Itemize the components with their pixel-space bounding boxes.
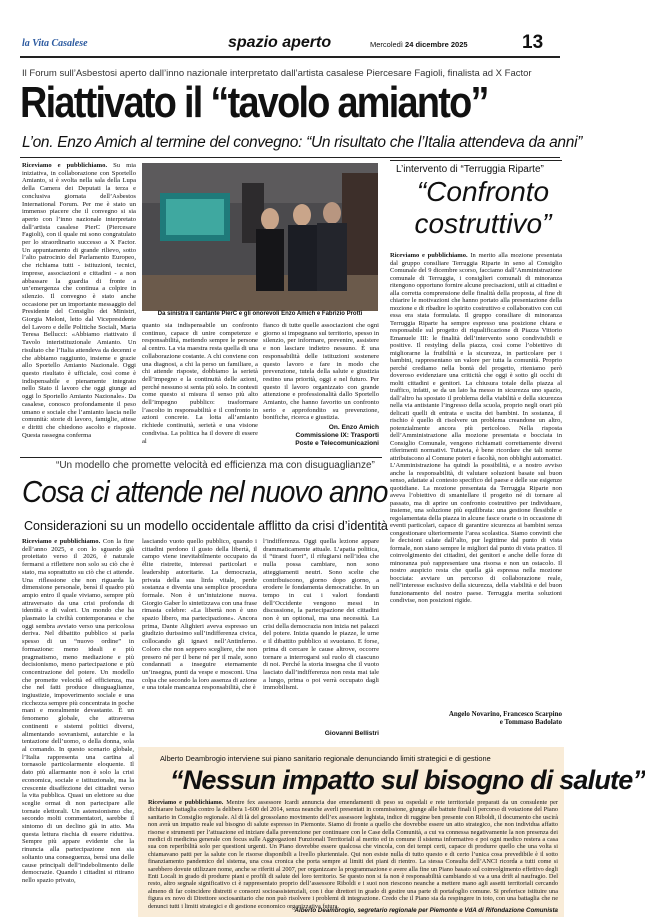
article3-subhead: Considerazioni su un modello occidentale afflitto da crisi d’identità bbox=[24, 519, 388, 533]
article1-col3-text: fianco di tutte quelle associazioni che ogni giorno si impegnano sul territorio, spesso in silenzio, per informare, prevenire, assistere e non lasciare indietro nessuno. È una responsabilità delle istituzioni sostenere questo lavoro e fare in modo che prevenzione, tutela della salute e giustizia restino una priorità, oggi e nel futuro. Per questo il lavoro organizzato con grande attenzione e professionalità dallo Sportello Amianto, che hanno favorito un confronto serio e approfondito su prevenzione, bonifiche, ricerca e giustizia. bbox=[263, 322, 379, 422]
article3-column-1 bbox=[22, 538, 134, 918]
newspaper-logo[interactable]: la Vita Casalese bbox=[22, 38, 88, 49]
article4-body bbox=[148, 799, 558, 910]
date-day: 24 dicembre 2025 bbox=[405, 40, 468, 49]
article1-photo-caption: Da sinistra il cantante PierC e gli onorevoli Enzo Amich e Fabrizio Protti bbox=[157, 311, 363, 317]
article3-top-rule bbox=[20, 457, 382, 458]
article2-text: In merito alla mozione presentata dal gruppo consiliare Terruggia Riparte in seno al Consiglio Comunale del 9 dicembre scorso, facciamo dall’Amministrazione comunale di Terruggia, i consiglieri comunali di minoranza ritengono opportuno fornire alcune precisazioni, utili ai cittadini e alla corretta comprensione delle finalità della proposta, al fine di chiarire le motivazioni che hanno portato alla presentazione della mozione e di ribadire lo spirito costruttivo e collaborativo con cui essa era stata formulata. Il gruppo consiliare di minoranza Terruggia Riparte ha sempre espresso una posizione chiara e responsabile sul progetto di riqualificazione di Piazza Vittorio Emanuele III: le finalità dell’intervento sono condivisibili e positive. Il restyling della piazza, così come l’obiettivo di migliorarne la fruibilità e la sicurezza, in particolare per i bambini, rappresentano un valore per tutta la comunità. Proprio perché crediamo nella bontà del progetto, riteniamo però doveroso evidenziare una criticità che oggi è sotto gli occhi di molti cittadini e genitori. La chiusura totale della piazza al traffico, infatti, se da un lato ha messo in sicurezza uno spazio, dall’altro ha spostato il problema della viabilità e della sicurezza nella via antistante l’ingresso della scuola, proprio negli orari più delicati quelli di entrata e uscita dei bambini. In sostanza, il rischio è quello di risolvere un problema creandone un altro, potenzialmente ancora più pericoloso. Nella risposta dell’Amministrazione alla mozione presentata e bocciata in Consiglio Comunale, vengono richiamati correttamente diversi riferimenti normativi. Tuttavia, è bene ricordare che tali norme attribuiscono al Comune poteri e facoltà, non obblighi automatici. L’Amministrazione ha quindi la possibilità, e a nostro avviso anche la responsabilità, di valutare soluzioni basate sul buon senso, adattate al contesto specifico del paese e delle sue esigenze quotidiane. La mozione presentata da Terruggia Riparte non aveva l’obiettivo di smantellare il progetto né di tornare al passato, ma di aprire un confronto costruttivo per individuare, insieme, una soluzione più equilibrata: una gestione flessibile e regolamentata della piazza in alcune fasce orarie o in occasione di eventi particolari, capace di garantire sicurezza ai bambini senza congestionare ulteriormente l’area scolastica. Siamo convinti che le decisioni calate dall’alto, pur legittime dal punto di vista formale, non siano sempre le migliori dal punto di vista pratico. Il coinvolgimento dei cittadini, dei genitori e anche delle forze di minoranza può rappresentare una risorsa e non un ostacolo. Il nostro auspicio resta che quella già espressa nella mozione bocciata: avviare un percorso di collaborazione reale, nell’interesse esclusivo della sicurezza, della viabilità e del buon funzionamento del nostro paese. Terruggia merita soluzioni condivise, non posizioni rigide. bbox=[390, 252, 562, 604]
article1-subhead: L’on. Enzo Amich al termine del convegno: “Un risultato che l’Italia attendeva da anni” bbox=[22, 134, 583, 151]
article4-headline: “Nessun impatto sul bisogno di salute” bbox=[170, 765, 645, 795]
article3-signature: Giovanni Bellistri bbox=[324, 730, 379, 737]
article1-rule bbox=[20, 157, 560, 158]
article2-signature: Angelo Novarino, Francesco Scarpino e Tommaso Badolato bbox=[448, 710, 562, 726]
article1-headline: Riattivato il “tavolo amianto” bbox=[20, 78, 488, 127]
article4-signature: Alberto Deambrogio, segretario regionale per Piemonte e VdA di Rifondazione Comunista bbox=[294, 907, 558, 914]
article2-body bbox=[390, 252, 562, 684]
article4-text: Mentre fex assessore Icardi annuncia due emendamenti di peso su ospedali e rete territoriale preparati da un consulente per dichiarare battaglia contro la delibera 1-600 del 2014, senza neanche averli presentati in commissione, giunge alle battute finali il percorso di votazione del Piano sanitario in Consiglio regionale. Al di là del grossolano movimento dell’ex assessore leghista, indice di ruggine ben presente con Riboldi, il documento che uscirà non avrà un impatto reale sul bisogno di salute espresso in Piemonte. Siamo di fronte a quello che dovrebbe essere un atto strategico, che non individua affatto risorse e strumenti per l’attuazione ed iniziare dalla prevenzione per continuare con le Case della Comunità, a cui va connessa negativamente la non presenza dei medici di medicina generale con focus sulle Aggregazioni Funzionali Territoriali al merito ed in comune il sistema informativo e poi ogni medico restera a casa sua con reperibilità solo per questioni urgenti. Un Piano dovrebbe essere qualcosa che vincola, con dei tempi certi, capace di produrre quello che una volta si chiamavano patti per la salute con le risorse disponibili a livello plurienniale. Qui non esiste nulla di tutto questo e di certo l’unica cosa prevedibile è il sotto finanziamento pandemico del sistema, una cosa cronica che porta sempre ai limiti dei piani di rientro. La stessa Consulta dell’ANCI ricorda a tutti come si sarebbero dovute utilizzare nome, anche se riferiti al 2007, per organizzare la programmazione e avere alla fine un Piano basato sul coinvolgimento effettivo degli Enti Locali in grado di produrre piani e profili di salute del loro territorio. Se questo non si fa non è responsabilità cambiando si va a una drift al naufragio. Del resto, altro segnale significativo ci è rappresentato proprio dell’assessore Riboldi e i suoi non riescono neanche a mettere mano agli assetti territoriali cercando almeno di far coincidere distretti e consorzi socioassistenziali, con i due direttori in grado di gestire una parte di portafoglio comune. Si preferisce istituire una figura ex novo di Direttore sociosanitario che non può risolvere i problemi di integrazione. Credo che il Piano sia da respingere in toto, con una battaglia che ne denunci tutti i limiti strategici e di gestione economico organizzativa futura. bbox=[148, 799, 558, 910]
issue-date bbox=[370, 40, 468, 49]
article3-col2-text: lasciando vuoto quello pubblico, quando i cittadini perdono il gusto della libertà, il campo viene inevitabilmente occupato da élite ristrette, interessi particolari e leadership autoritarie. La democrazia, privata della sua linfa vitale, perde sostanza e diventa una semplice procedura formale. Non è un’intuizione nuova. Giorgio Gaber lo sintetizzava con una frase rimasta celebre: «La libertà non è uno spazio libero, ma partecipazione». Ancora prima, Dante Alighieri aveva espresso un giudizio durissimo sull’indifferenza civica, collocando gli ignavi nell’Antinferno. Coloro che non seppero scegliere, che non presero né per il bene né per il male, sono condannati a inseguire eternamente un’insegna, punti da vespe e mosconi. Una colpa che secondo la loro assenza di azione e una totale mancanza responsabilità, che è bbox=[142, 538, 257, 692]
article1-kicker: Il Forum sull’Asbestosi aperto dall’inno nazionale interpretato dall’artista casalese Piercesare Fagioli, finalista ad X Factor bbox=[22, 68, 532, 79]
article4-lead: Riceviamo e pubblichiamo. bbox=[148, 799, 224, 806]
article3-col1-text: Con la fine dell’anno 2025, e con lo sguardo già proiettato verso il 2026, è naturale fermarsi a riflettere non solo su ciò che è stato, ma soprattutto su ciò che ci attende. Una riflessione che non riguarda la dimensione personale, bensì il quadro più ampio entro il quale viviamo, sempre più attraversato da una crisi profonda di identità e di valori. Un mondo che ha plasmato la civiltà contemporanea e che oggi sembra avviato verso una pericolosa deriva. Nel dibattito pubblico si parla spesso di un “nuovo ordine” in formazione: meno ideali e più pragmatismo, meno mediazione e più decisionismo, meno partecipazione e più concentrazione del potere. Un modello che promette velocità ed efficienza, ma che nel fatti produce disuguaglianze, ingiustizie, impoverimento sociale e una ricchezza sempre più concentrata in poche mani e moralmente devastante. È un fenomeno globale, che attraversa continenti e sistemi politici diversi, alimentando sovranismi, autarchie e la tentazione dell’uomo, o della donna, sola al comando. In questo scenario globale, l’Italia rappresenta una cartina al tornasole particolarmente eloquente. Il dato più allarmante non è solo la crisi economica, sociale e istituzionale, ma la crescente disaffezione dei cittadini verso la vita pubblica. Quasi un elettore su due sceglie ormai di non partecipare alle tornate elettorali. Un astensionismo che, secondo molti commentatori, sarebbe il sintomo di un declino già in atto. Ma questa lettura rischia di essere riduttiva. Sempre più appare evidente che la rinuncia alla partecipazione non sia soltanto una conseguenza, bensì una delle cause principali dell’indebolimento delle democrazie. Quando i cittadini si ritirano nello spazio privato, bbox=[22, 538, 134, 884]
article1-col1-text: Su mia iniziativa, in collaborazione con Sportello Amianto, si è svolta nella sala della Lupa della Camera dei Deputati la terza e conclusiva giornata dell’Asbestos International Forum. Per me è stato un immenso piacere che il convegno si sia aperto con l’inno nazionale interpretato dall’artista casalese PierC (Piercesare Fagioli), con il quale mi sono congratulato per lo straordinario successo a X Factor. Un appuntamento di grande rilievo, sotto l’alto patrocinio del Parlamento Europeo, che richiama tutti - istituzioni, tecnici, imprese, associazioni e cittadini - a non abbassare la guardia di fronte a un’emergenza che continua a colpire in silenzio. Il convegno è stato anche occasione per un importante messaggio del Presidente del Consiglio dei Ministri, Giorgia Meloni, letto dal Vicepresidente del Lavoro e delle Politiche Sociali, Maria Teresa Bellucci: «Abbiamo riattivato il Tavolo interistituzionale Amianto. Un risultato che l’Italia attendeva da decenni e che abbiamo raggiunto, insieme e grazie allo Sportello Amianto Nazionale. Oggi questo risultato è ufficiale, così come è indispensabile e pienamente integrato nello Stato il lavoro che oggi giunge ad oggi lo Sportello Amianto Nazionale». Da casalese, conosco profondamente il peso umano e sociale che l’amianto lascia nelle comunità: storie di lavoro, famiglie, attese e diritti che chiedono ascolto e risposte. Questa rassegna conferma bbox=[22, 162, 136, 439]
article1-column-3 bbox=[263, 322, 379, 420]
article2-headline: “Confronto costruttivo” bbox=[414, 176, 552, 239]
date-weekday: Mercoledì bbox=[370, 40, 403, 49]
article1-column-1 bbox=[22, 162, 136, 452]
article1-column-2 bbox=[142, 322, 258, 454]
article1-photo bbox=[142, 163, 378, 311]
article3-column-2 bbox=[142, 538, 257, 738]
page-number: 13 bbox=[522, 32, 544, 53]
article2-top-rule bbox=[390, 160, 562, 161]
article1-lead: Riceviamo e pubblichiamo. bbox=[22, 162, 108, 169]
article1-col2-text: quanto sia indispensabile un confronto continuo, capace di unire competenze e responsabilità, mettendo sempre le persone al centro. La via maestra resta quella di una collaborazione costante. A chi conviene con una diagnosi, a chi la perso un familiare, a chi attende risposte, dobbiamo la serietà dell’impegno e la continuità delle azioni, perché nessuno si senta più solo. In contesti come questo si misura il senso più alto dell’impegno pubblico: trasformare l’ascolto in responsabilità e il confronto in azioni concrete. La lotta all’amianto richiede continuità, serietà e una visione condivisa. La politica ha il dovere di essere al bbox=[142, 322, 258, 445]
article1-signature: On. Enzo Amich Commissione IX: Trasporti Poste e Telecomunicazioni bbox=[295, 424, 379, 447]
header-rule bbox=[20, 56, 560, 58]
article2-kicker: L’intervento di “Terruggia Riparte” bbox=[396, 164, 544, 175]
masthead bbox=[0, 0, 580, 58]
article3-col3-text: l’indifferenza. Oggi quella lezione appare drammaticamente attuale. L’apatia politica, il “tirarsi fuori”, il rifugiarsi nell’idea che nulla possa cambiare, non sono atteggiamenti neutri. Sono scelte che contribuiscono, giorno dopo giorno, a erodere le fondamenta democratiche. In un tempo in cui i valori fondanti dell’Occidente vengono messi in discussione, la partecipazione dei cittadini non è un optional, ma una necessità. La crisi della democrazia non inizia nei palazzi del potere. Inizia quando le piazze, le urne e il dibattito pubblico si svuotano. E forse, prima di cercare le cause altrove, occorre tornare a interrogarsi sul ruolo di ciascuno di noi. Perché la storia insegna che il vuoto lasciato dall’indifferenza non resta mai tale a lungo, prima o poi verrà occupato dagli immobilismi. bbox=[263, 538, 379, 692]
article3-lead: Riceviamo e pubblichiamo. bbox=[22, 538, 101, 545]
article4-kicker: Alberto Deambrogio interviene sui piano sanitario regionale denunciando limiti strategici e di gestione bbox=[160, 754, 491, 763]
article3-kicker: “Un modello che promette velocità ed efficienza ma con disuguaglianze” bbox=[56, 460, 375, 471]
section-title: spazio aperto bbox=[228, 34, 332, 51]
article2-lead: Riceviamo e pubblichiamo. bbox=[390, 252, 468, 259]
article3-headline: Cosa ci attende nel nuovo anno bbox=[22, 474, 388, 509]
event-photo-illustration bbox=[142, 163, 378, 311]
article3-column-3 bbox=[263, 538, 379, 726]
